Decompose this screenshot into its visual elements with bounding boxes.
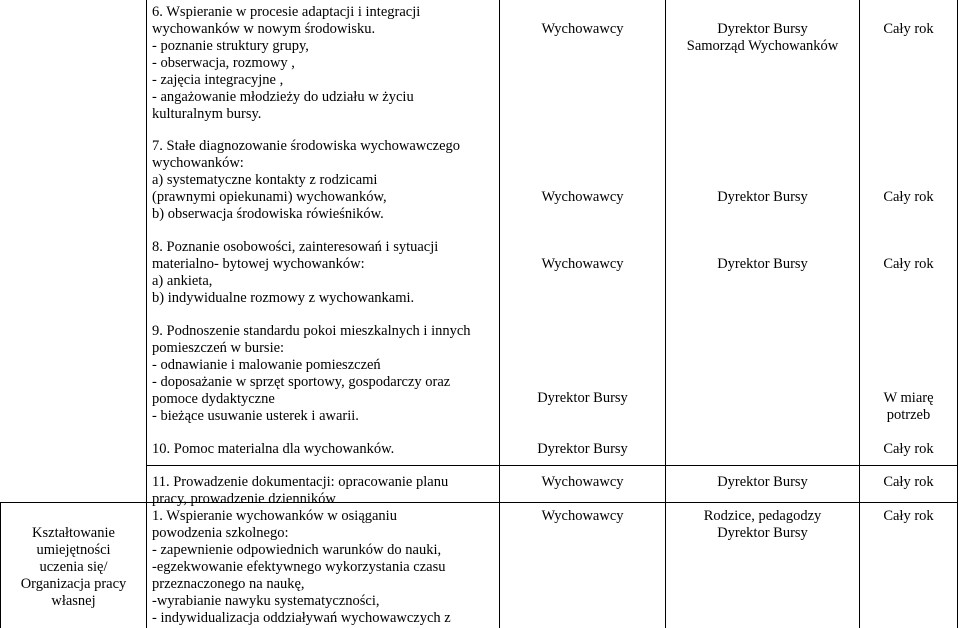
- task-7-coresponsible: Dyrektor Bursy: [717, 189, 808, 205]
- task-8-term: Cały rok: [883, 256, 934, 272]
- column-divider: [859, 0, 860, 628]
- task-6-description: 6. Wspieranie w procesie adaptacji i integracji wychowanków w nowym środowisku. - poznanie struktury grupy, - obserwacja, rozmowy , - zajęcia integracyjne , - angażowanie młodzieży do udziału w życiu kulturalnym bursy.: [152, 4, 421, 122]
- task-1-coresponsible: Rodzice, pedagodzy Dyrektor Bursy: [703, 508, 822, 541]
- section-label: Kształtowanie umiejętności uczenia się/ Organizacja pracy własnej: [20, 525, 127, 609]
- column-divider: [146, 0, 147, 628]
- row-divider: [146, 465, 958, 466]
- task-1-description: 1. Wspieranie wychowanków w osiąganiu powodzenia szkolnego: - zapewnienie odpowiednich warunków do nauki, -egzekwowanie efektywnego wykorzystania czasu przeznaczonego na naukę, -wyrabianie nawyku systematyczności, - indywidualizacja oddziaływań wychowawczych z: [152, 508, 451, 626]
- task-8-coresponsible: Dyrektor Bursy: [717, 256, 808, 272]
- task-11-description: 11. Prowadzenie dokumentacji: opracowanie planu pracy, prowadzenie dzienników: [152, 474, 449, 507]
- column-divider: [957, 0, 958, 628]
- task-8-description: 8. Poznanie osobowości, zainteresowań i sytuacji materialno- bytowej wychowanków: a) ankieta, b) indywidualne rozmowy z wychowankami.: [152, 239, 439, 306]
- task-7-term: Cały rok: [883, 189, 934, 205]
- task-7-description: 7. Stałe diagnozowanie środowiska wychowawczego wychowanków: a) systematyczne kontakty z rodzicami (prawnymi opiekunami) wychowanków, b) obserwacja środowiska rówieśników.: [152, 138, 461, 222]
- task-11-coresponsible: Dyrektor Bursy: [717, 474, 808, 490]
- task-1-term: Cały rok: [883, 508, 934, 524]
- row-divider: [0, 502, 147, 503]
- task-6-term: Cały rok: [883, 21, 934, 37]
- task-11-responsible: Wychowawcy: [541, 474, 624, 490]
- task-6-responsible: Wychowawcy: [541, 21, 624, 37]
- task-9-description: 9. Podnoszenie standardu pokoi mieszkalnych i innych pomieszczeń w bursie: - odnawianie i malowanie pomieszczeń - doposażanie w sprzęt sportowy, gospodarczy oraz pomoce dydaktyczne - bieżące usuwanie usterek i awarii.: [152, 323, 471, 424]
- task-10-responsible: Dyrektor Bursy: [537, 441, 628, 457]
- task-6-coresponsible: Dyrektor Bursy Samorząd Wychowanków: [686, 21, 839, 54]
- task-9-term: W miarę potrzeb: [883, 390, 934, 423]
- task-8-responsible: Wychowawcy: [541, 256, 624, 272]
- task-7-responsible: Wychowawcy: [541, 189, 624, 205]
- column-divider: [499, 0, 500, 628]
- task-9-coresponsible: Dyrektor Bursy: [537, 390, 628, 406]
- task-10-description: 10. Pomoc materialna dla wychowanków.: [152, 441, 395, 457]
- task-1-responsible: Wychowawcy: [541, 508, 624, 524]
- task-10-term: Cały rok: [883, 441, 934, 457]
- task-11-term: Cały rok: [883, 474, 934, 490]
